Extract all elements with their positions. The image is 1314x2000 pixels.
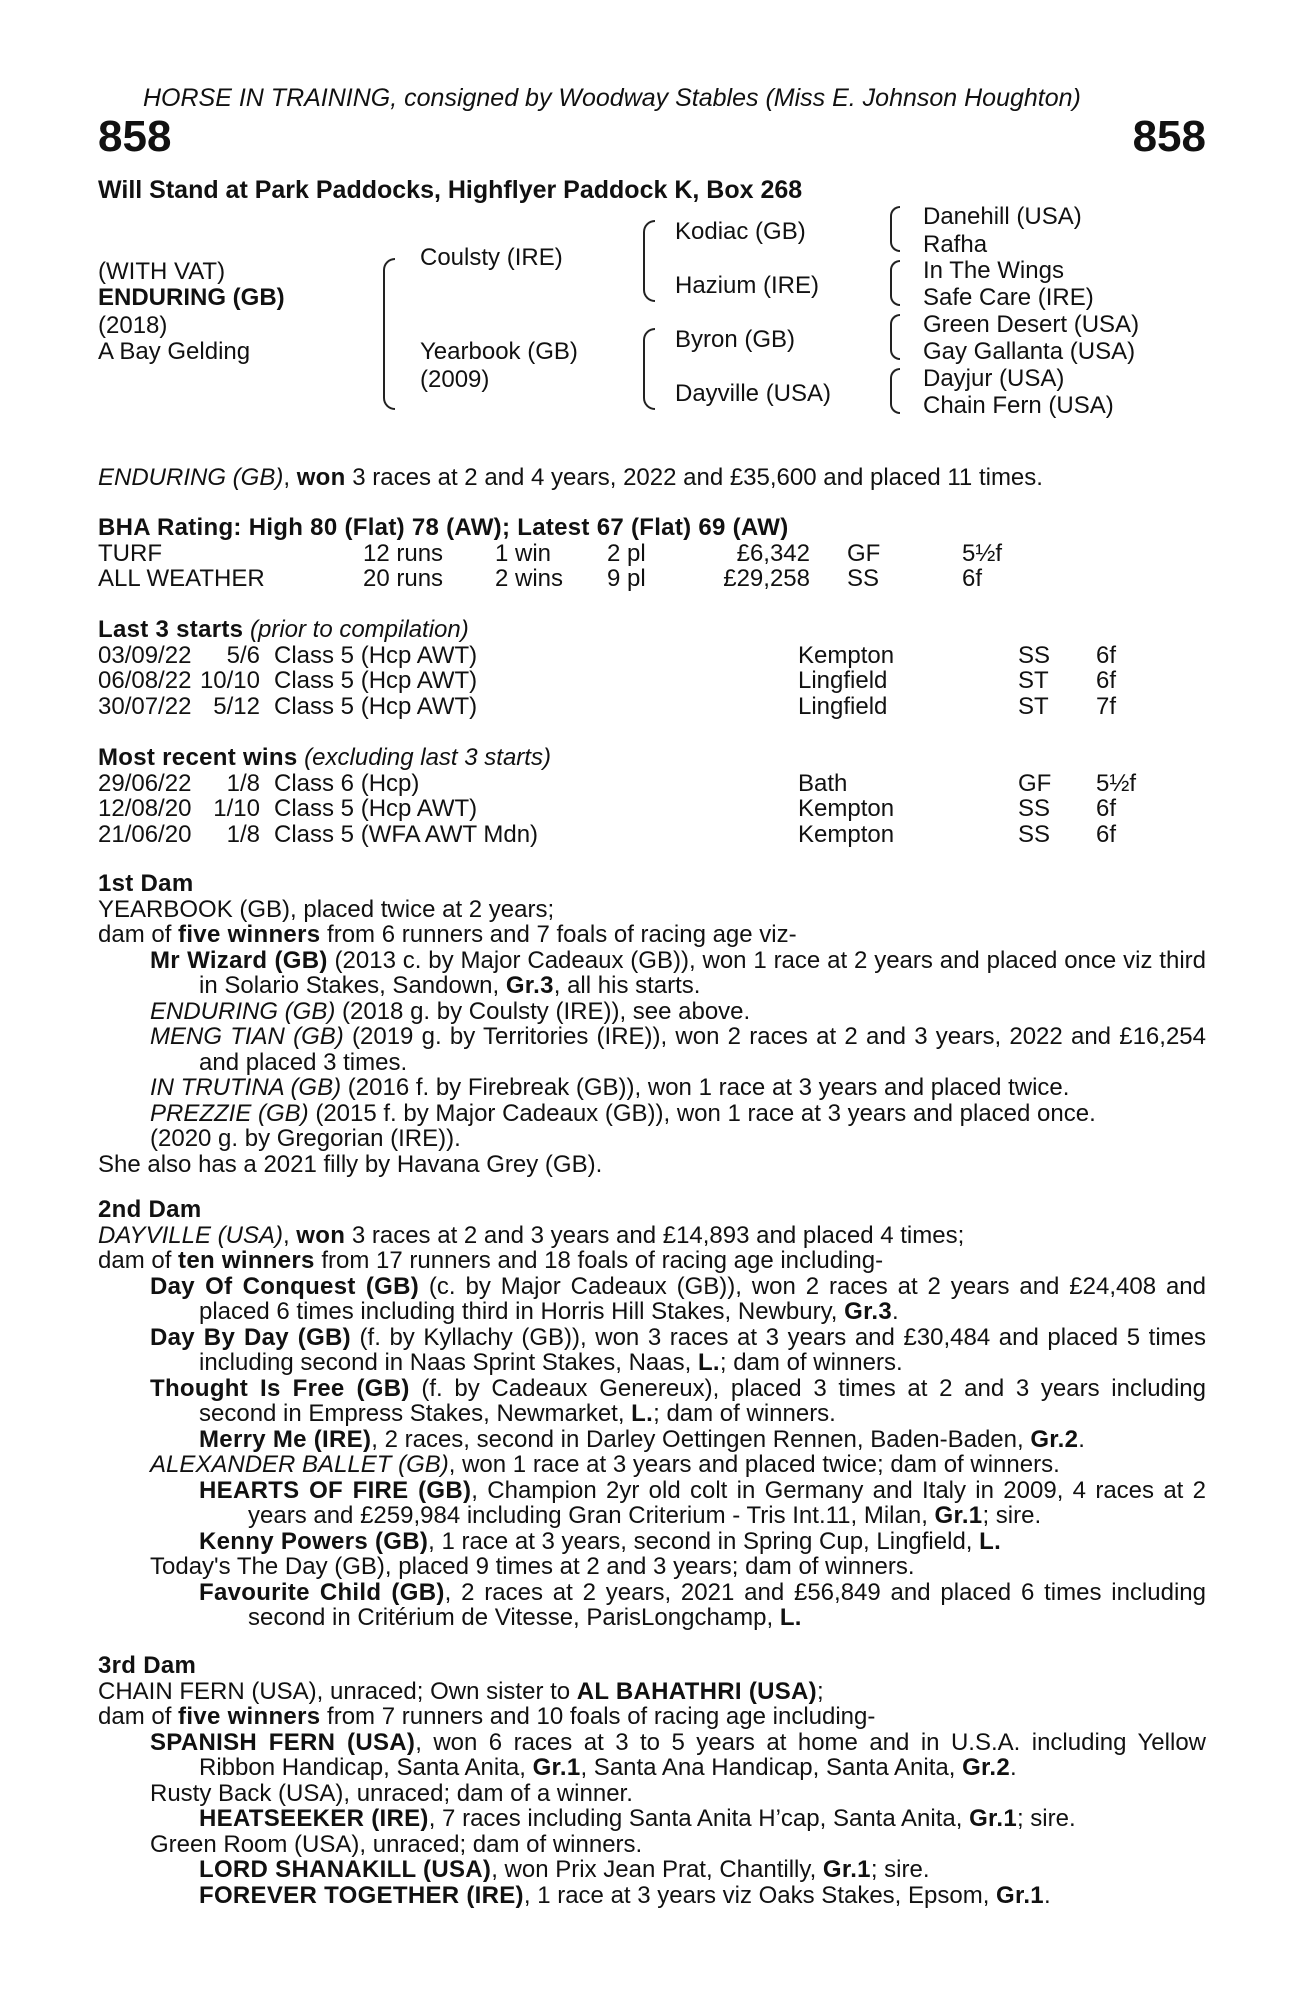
- text: dam of: [98, 1247, 179, 1274]
- row-race: Class 5 (Hcp AWT): [274, 667, 478, 694]
- progeny-name: Merry Me (IRE): [199, 1425, 372, 1453]
- pedigree-brace-4: [890, 206, 900, 252]
- sire-sire-dam: Rafha: [923, 231, 988, 258]
- last3-row: [98, 694, 1206, 720]
- progeny-name: Day Of Conquest (GB): [150, 1272, 420, 1300]
- progeny-entry: [98, 1580, 1206, 1631]
- rating-going: SS: [847, 565, 880, 592]
- progeny-name: LORD SHANAKILL (USA): [199, 1856, 492, 1883]
- row-race: Class 6 (Hcp): [274, 769, 420, 797]
- row-course: Lingfield: [798, 667, 888, 694]
- winners-count: five winners: [178, 921, 321, 948]
- progeny-text: ; sire.: [1016, 1805, 1076, 1832]
- progeny-entry: [98, 999, 1206, 1025]
- rating-row-aw: [98, 566, 1206, 592]
- progeny-entry: [98, 948, 1206, 999]
- dam-sire-dam: Gay Gallanta (USA): [923, 338, 1136, 365]
- text: from 7 runners and 10 foals of racing age including-: [320, 1703, 876, 1730]
- winners-count: five winners: [178, 1703, 321, 1730]
- group-grade: Gr.1: [969, 1805, 1017, 1832]
- pedigree-brace-5: [890, 260, 900, 306]
- progeny-entry: SPANISH FERN (USA), won 6 races at 3 to 5 years at home and in U.S.A. including Yellow Ribbon Handicap, Santa Anita, Gr.1, Santa Ana Handicap, Santa Anita, Gr.2.: [150, 1728, 1206, 1781]
- progeny-name: ALEXANDER BALLET (GB): [150, 1451, 449, 1478]
- dam-year: (2009): [420, 366, 490, 393]
- progeny-entry: [98, 1075, 1206, 1101]
- progeny-text: (2018 g. by Coulsty (IRE)), see above.: [335, 997, 751, 1025]
- third-dam-section: 3rd Dam CHAIN FERN (USA), unraced; Own sister to AL BAHATHRI (USA) ; dam of five winners from 7 runners and 10 foals of racing age including- SPANISH FERN (USA), won 6 races at 3 to 5 years at home and in U.S.A. including Yellow Ribbon Handicap, Santa Anita, Gr.1, Santa Ana Handicap, Santa Anita, Gr.2. Rusty Back (USA), unraced; dam of a winner. HEATSEEKER (IRE), 7 races including Santa Anita H’cap, Santa Anita, Gr.1; sire. Green Room (USA), unraced; dam of winners. LORD SHANAKILL (USA), won Prix Jean Prat, Chantilly, Gr.1; sire. FOREVER TOGETHER (IRE), 1 race at 3 years viz Oaks Stakes, Epsom, Gr.1.: [98, 1652, 1206, 1909]
- progeny-text: (2013 c. by Major Cadeaux (GB)), won 1 race at 2 years and placed once viz third in Solario Stakes, Sandown,: [199, 946, 1206, 999]
- progeny-name: MENG TIAN (GB): [150, 1023, 344, 1050]
- pedigree-brace-3: [643, 328, 655, 410]
- rating-runs: 20 runs: [363, 565, 444, 592]
- dam-sire: Byron (GB): [675, 326, 796, 353]
- row-position: 1/10: [213, 795, 260, 822]
- progeny-entry: Merry Me (IRE), 2 races, second in Darley Oettingen Rennen, Baden-Baden, Gr.2.: [199, 1425, 1085, 1453]
- progeny-name: SPANISH FERN (USA): [150, 1728, 416, 1756]
- row-position: 10/10: [199, 667, 260, 694]
- group-grade: Gr.3: [505, 972, 554, 999]
- progeny-entry: [98, 1478, 1206, 1529]
- progeny-text: , won 6 races at 3 to 5 years at home and in U.S.A. including Yellow Ribbon Handicap, Santa Anita,: [199, 1728, 1206, 1781]
- text: dam of: [98, 1703, 179, 1730]
- progeny-text: , 1 race at 3 years, second in Spring Cup, Lingfield,: [428, 1527, 980, 1555]
- group-grade: Gr.2: [962, 1754, 1010, 1781]
- rating-prize: £6,342: [736, 539, 810, 567]
- group-grade: Gr.3: [844, 1298, 893, 1325]
- progeny-text: , won 1 race at 3 years and placed twice; dam of winners.: [448, 1451, 1060, 1478]
- progeny-text: , Champion 2yr old colt in Germany and Italy in 2009, 4 races at 2 years and £259,984 including Gran Criterium - Tris Int.11, Milan,: [248, 1476, 1207, 1529]
- stand-location: Will Stand at Park Paddocks, Highflyer Paddock K, Box 268: [98, 176, 803, 204]
- progeny-text: , 2 races at 2 years, 2021 and £56,849 and placed 6 times including second in Critérium de Vitesse, ParisLongchamp,: [248, 1578, 1206, 1631]
- pedigree-brace-2: [643, 220, 655, 302]
- row-going: SS: [1018, 795, 1051, 822]
- progeny-text: (2019 g. by Territories (IRE)), won 2 races at 2 and 3 years, 2022 and £16,254 and placed 3 times.: [199, 1023, 1206, 1076]
- rating-prize: £29,258: [723, 565, 810, 592]
- rating-going: GF: [847, 539, 881, 567]
- row-position: 5/6: [226, 641, 260, 669]
- dam-name: Yearbook (GB): [420, 338, 578, 365]
- row-race: Class 5 (Hcp AWT): [274, 641, 478, 669]
- lot-number-right: 858: [1132, 112, 1206, 161]
- rating-row-turf: [98, 541, 1206, 567]
- progeny-text: , 2 races, second in Darley Oettingen Rennen, Baden-Baden,: [371, 1425, 1031, 1453]
- winners-count: ten winners: [178, 1247, 315, 1274]
- sibling-name: AL BAHATHRI (USA): [576, 1677, 817, 1705]
- group-grade: L.: [697, 1349, 720, 1376]
- race-summary: ENDURING (GB) , won 3 races at 2 and 4 years, 2022 and £35,600 and placed 11 times.: [98, 464, 1043, 491]
- row-going: SS: [1018, 820, 1051, 848]
- row-date: 06/08/22: [98, 667, 192, 694]
- text: from 17 runners and 18 foals of racing age including-: [314, 1247, 884, 1274]
- group-grade: Gr.2: [1030, 1425, 1079, 1453]
- row-distance: 7f: [1096, 692, 1117, 720]
- row-course: Kempton: [798, 795, 895, 822]
- progeny-entry: [98, 1101, 1206, 1127]
- progeny-entry: [98, 1857, 1206, 1883]
- progeny-name: PREZZIE (GB): [150, 1099, 309, 1127]
- dam-dam: Dayville (USA): [675, 380, 832, 407]
- row-going: SS: [1018, 641, 1051, 669]
- dam-dam-sire: Dayjur (USA): [923, 365, 1065, 392]
- progeny-entry: [98, 1376, 1206, 1427]
- group-grade: Gr.1: [822, 1856, 871, 1883]
- row-distance: 6f: [1096, 820, 1117, 848]
- row-date: 12/08/20: [98, 795, 192, 822]
- row-position: 1/8: [226, 820, 260, 848]
- lot-number-left: 858: [98, 112, 172, 161]
- text: dam of: [98, 921, 179, 948]
- row-distance: 5½f: [1096, 769, 1137, 797]
- progeny-entry: [98, 1024, 1206, 1075]
- second-dam-title: 2nd Dam: [98, 1196, 202, 1223]
- sire-dam-sire: In The Wings: [923, 257, 1064, 284]
- progeny-text: , won Prix Jean Prat, Chantilly,: [491, 1856, 823, 1883]
- pedigree-brace-7: [890, 368, 900, 414]
- text: CHAIN FERN (USA), unraced; Own sister to: [98, 1677, 577, 1705]
- row-distance: 6f: [1096, 667, 1117, 694]
- rating-section: [98, 515, 1206, 592]
- row-position: 5/12: [213, 692, 260, 720]
- progeny-name: ENDURING (GB): [150, 997, 336, 1025]
- first-dam-line: YEARBOOK (GB), placed twice at 2 years;: [98, 895, 555, 923]
- summary-won: won: [296, 464, 346, 491]
- rating-distance: 5½f: [962, 539, 1003, 567]
- last3-note: (prior to compilation): [243, 616, 469, 643]
- progeny-text: , 1 race at 3 years viz Oaks Stakes, Epsom,: [523, 1881, 997, 1909]
- progeny-text: ; sire.: [870, 1856, 930, 1883]
- progeny-text: (2016 f. by Firebreak (GB)), won 1 race at 3 years and placed twice.: [341, 1074, 1070, 1101]
- second-dam-section: 2nd Dam DAYVILLE (USA) , won 3 races at 2 and 3 years and £14,893 and placed 4 times; dam of ten winners from 17 runners and 18 foals of racing age including- Day Of Conquest (GB) (c. by Major Cadeaux (GB)), won 2 races at 2 years and £24,408 and placed 6 times including third in Horris Hill Stakes, Newbury, Gr.3. Day By Day (GB) (f. by Kyllachy (GB)), won 3 races at 3 years and £30,484 and placed 5 times including second in Naas Sprint Stakes, Naas, L.; dam of winners. Thought Is Free (GB) (f. by Cadeaux Genereux), placed 3 times at 2 and 3 years including second in Empress Stakes, Newmarket, L.; dam of winners. Merry Me (IRE), 2 races, second in Darley Oettingen Rennen, Baden-Baden, Gr.2. ALEXANDER BALLET (GB), won 1 race at 3 years and placed twice; dam of winners. HEARTS OF FIRE (GB), Champion 2yr old colt in Germany and Italy in 2009, 4 races at 2 years and £259,984 including Gran Criterium - Tris Int.11, Milan, Gr.1; sire. Kenny Powers (GB), 1 race at 3 years, second in Spring Cup, Lingfield, L. Today's The Day (GB), placed 9 times at 2 and 3 years; dam of winners. Favourite Child (GB), 2 races at 2 years, 2021 and £56,849 and placed 6 times including second in Critérium de Vitesse, ParisLongchamp, L.: [98, 1196, 1207, 1631]
- row-course: Kempton: [798, 820, 895, 848]
- progeny-text: ; dam of winners.: [653, 1400, 836, 1427]
- progeny-name: FOREVER TOGETHER (IRE): [199, 1881, 524, 1909]
- group-grade: L.: [631, 1400, 654, 1427]
- last-3-starts: [98, 617, 1206, 719]
- row-race: Class 5 (Hcp AWT): [274, 692, 478, 720]
- progeny-text: , 7 races including Santa Anita H’cap, Santa Anita,: [428, 1805, 970, 1832]
- consignment-header: HORSE IN TRAINING, consigned by Woodway Stables (Miss E. Johnson Houghton): [143, 84, 1081, 112]
- row-distance: 6f: [1096, 641, 1117, 669]
- recent-row: [98, 822, 1206, 848]
- progeny-text: ; dam of winners.: [719, 1349, 903, 1376]
- progeny-entry: FOREVER TOGETHER (IRE), 1 race at 3 years viz Oaks Stakes, Epsom, Gr.1.: [199, 1881, 1051, 1909]
- sire-sire-sire: Danehill (USA): [923, 203, 1082, 230]
- progeny-entry: Today's The Day (GB), placed 9 times at 2 and 3 years; dam of winners.: [150, 1553, 915, 1580]
- first-dam-title: 1st Dam: [98, 870, 194, 897]
- text: 3 races at 2 and 3 years and £14,893 and placed 4 times;: [345, 1221, 965, 1249]
- progeny-entry: (2020 g. by Gregorian (IRE)).: [150, 1125, 461, 1152]
- progeny-entry: [98, 1806, 1206, 1832]
- row-course: Lingfield: [798, 692, 888, 720]
- dam-name: DAYVILLE (USA): [98, 1221, 283, 1249]
- recent-note: (excluding last 3 starts): [297, 744, 551, 771]
- progeny-text: , all his starts.: [553, 972, 701, 999]
- sire-sire: Kodiac (GB): [675, 218, 806, 245]
- row-position: 1/8: [226, 769, 260, 797]
- dam-sire-sire: Green Desert (USA): [923, 311, 1140, 338]
- progeny-name: Thought Is Free (GB): [150, 1374, 410, 1402]
- progeny-name: Kenny Powers (GB): [199, 1527, 429, 1555]
- rating-surface: ALL WEATHER: [98, 565, 265, 592]
- row-date: 29/06/22: [98, 769, 192, 797]
- sire-dam-dam: Safe Care (IRE): [923, 284, 1094, 311]
- sire-dam: Hazium (IRE): [675, 272, 820, 299]
- progeny-entry: Day Of Conquest (GB) (c. by Major Cadeaux (GB)), won 2 races at 2 years and £24,408 and placed 6 times including third in Horris Hill Stakes, Newbury, Gr.3.: [150, 1272, 1206, 1325]
- third-dam-title: 3rd Dam: [98, 1652, 197, 1679]
- progeny-entry: [98, 1325, 1206, 1376]
- progeny-entry: [98, 1529, 1206, 1555]
- text: from 6 runners and 7 foals of racing age viz-: [320, 921, 797, 948]
- rating-title: BHA Rating: High 80 (Flat) 78 (AW); Latest 67 (Flat) 69 (AW): [98, 514, 789, 541]
- vat-note: (WITH VAT): [98, 258, 226, 285]
- recent-title: Most recent wins: [98, 744, 298, 771]
- group-grade: L.: [779, 1604, 802, 1631]
- row-date: 30/07/22: [98, 692, 192, 720]
- rating-wins: 1 win: [495, 539, 552, 567]
- progeny-name: Favourite Child (GB): [199, 1578, 445, 1606]
- summary-horse: ENDURING (GB): [98, 464, 284, 491]
- row-going: ST: [1018, 667, 1049, 694]
- catalogue-page: [98, 0, 1206, 2000]
- row-date: 03/09/22: [98, 641, 192, 669]
- progeny-entry: Green Room (USA), unraced; dam of winners.: [150, 1830, 643, 1858]
- summary-text: 3 races at 2 and 4 years, 2022 and £35,600 and placed 11 times.: [345, 464, 1043, 491]
- won-label: won: [296, 1221, 346, 1249]
- last3-title: Last 3 starts: [98, 616, 244, 643]
- progeny-text: (2015 f. by Major Cadeaux (GB)), won 1 race at 3 years and placed once.: [308, 1099, 1096, 1127]
- row-course: Bath: [798, 769, 848, 797]
- progeny-text: , Santa Ana Handicap, Santa Anita,: [580, 1754, 963, 1781]
- progeny-text: (f. by Kyllachy (GB)), won 3 races at 3 years and £30,484 and placed 5 times including second in Naas Sprint Stakes, Naas,: [199, 1323, 1206, 1376]
- first-dam-note: She also has a 2021 filly by Havana Grey (GB).: [98, 1150, 603, 1178]
- row-going: GF: [1018, 769, 1052, 797]
- progeny-name: HEATSEEKER (IRE): [199, 1805, 429, 1832]
- progeny-text: (f. by Cadeaux Genereux), placed 3 times at 2 and 3 years including second in Empress Stakes, Newmarket,: [199, 1374, 1206, 1427]
- last3-row: [98, 668, 1206, 694]
- recent-row: [98, 796, 1206, 822]
- recent-row: [98, 771, 1206, 797]
- sire-name: Coulsty (IRE): [420, 244, 563, 271]
- rating-placed: 9 pl: [607, 565, 646, 592]
- horse-year: (2018): [98, 312, 168, 339]
- progeny-name: Mr Wizard (GB): [150, 946, 328, 974]
- rating-surface: TURF: [98, 539, 162, 567]
- progeny-name: IN TRUTINA (GB): [150, 1074, 342, 1101]
- group-grade: L.: [979, 1527, 1002, 1555]
- rating-placed: 2 pl: [607, 539, 646, 567]
- progeny-entry: [98, 1452, 1206, 1478]
- pedigree-brace-1: [383, 258, 395, 410]
- rating-distance: 6f: [962, 565, 983, 592]
- dam-dam-dam: Chain Fern (USA): [923, 392, 1114, 419]
- row-date: 21/06/20: [98, 820, 192, 848]
- horse-name: ENDURING (GB): [98, 284, 285, 311]
- row-race: Class 5 (WFA AWT Mdn): [274, 820, 539, 848]
- rating-runs: 12 runs: [363, 539, 444, 567]
- group-grade: Gr.1: [996, 1881, 1044, 1909]
- most-recent-wins: [98, 745, 1206, 847]
- rating-wins: 2 wins: [495, 565, 564, 592]
- progeny-text: ; sire.: [982, 1502, 1042, 1529]
- progeny-name: Day By Day (GB): [150, 1323, 351, 1351]
- row-course: Kempton: [798, 641, 895, 669]
- first-dam-section: [98, 871, 1206, 1177]
- row-distance: 6f: [1096, 795, 1117, 822]
- last3-row: [98, 643, 1206, 669]
- row-going: ST: [1018, 692, 1049, 720]
- progeny-name: HEARTS OF FIRE (GB): [199, 1476, 472, 1504]
- progeny-entry: Rusty Back (USA), unraced; dam of a winner.: [150, 1779, 633, 1807]
- group-grade: Gr.1: [532, 1754, 581, 1781]
- pedigree-brace-6: [890, 314, 900, 360]
- row-race: Class 5 (Hcp AWT): [274, 795, 478, 822]
- horse-description: A Bay Gelding: [98, 338, 251, 365]
- group-grade: Gr.1: [934, 1502, 983, 1529]
- progeny-text: (c. by Major Cadeaux (GB)), won 2 races at 2 years and £24,408 and placed 6 times including third in Horris Hill Stakes, Newbury,: [199, 1272, 1206, 1325]
